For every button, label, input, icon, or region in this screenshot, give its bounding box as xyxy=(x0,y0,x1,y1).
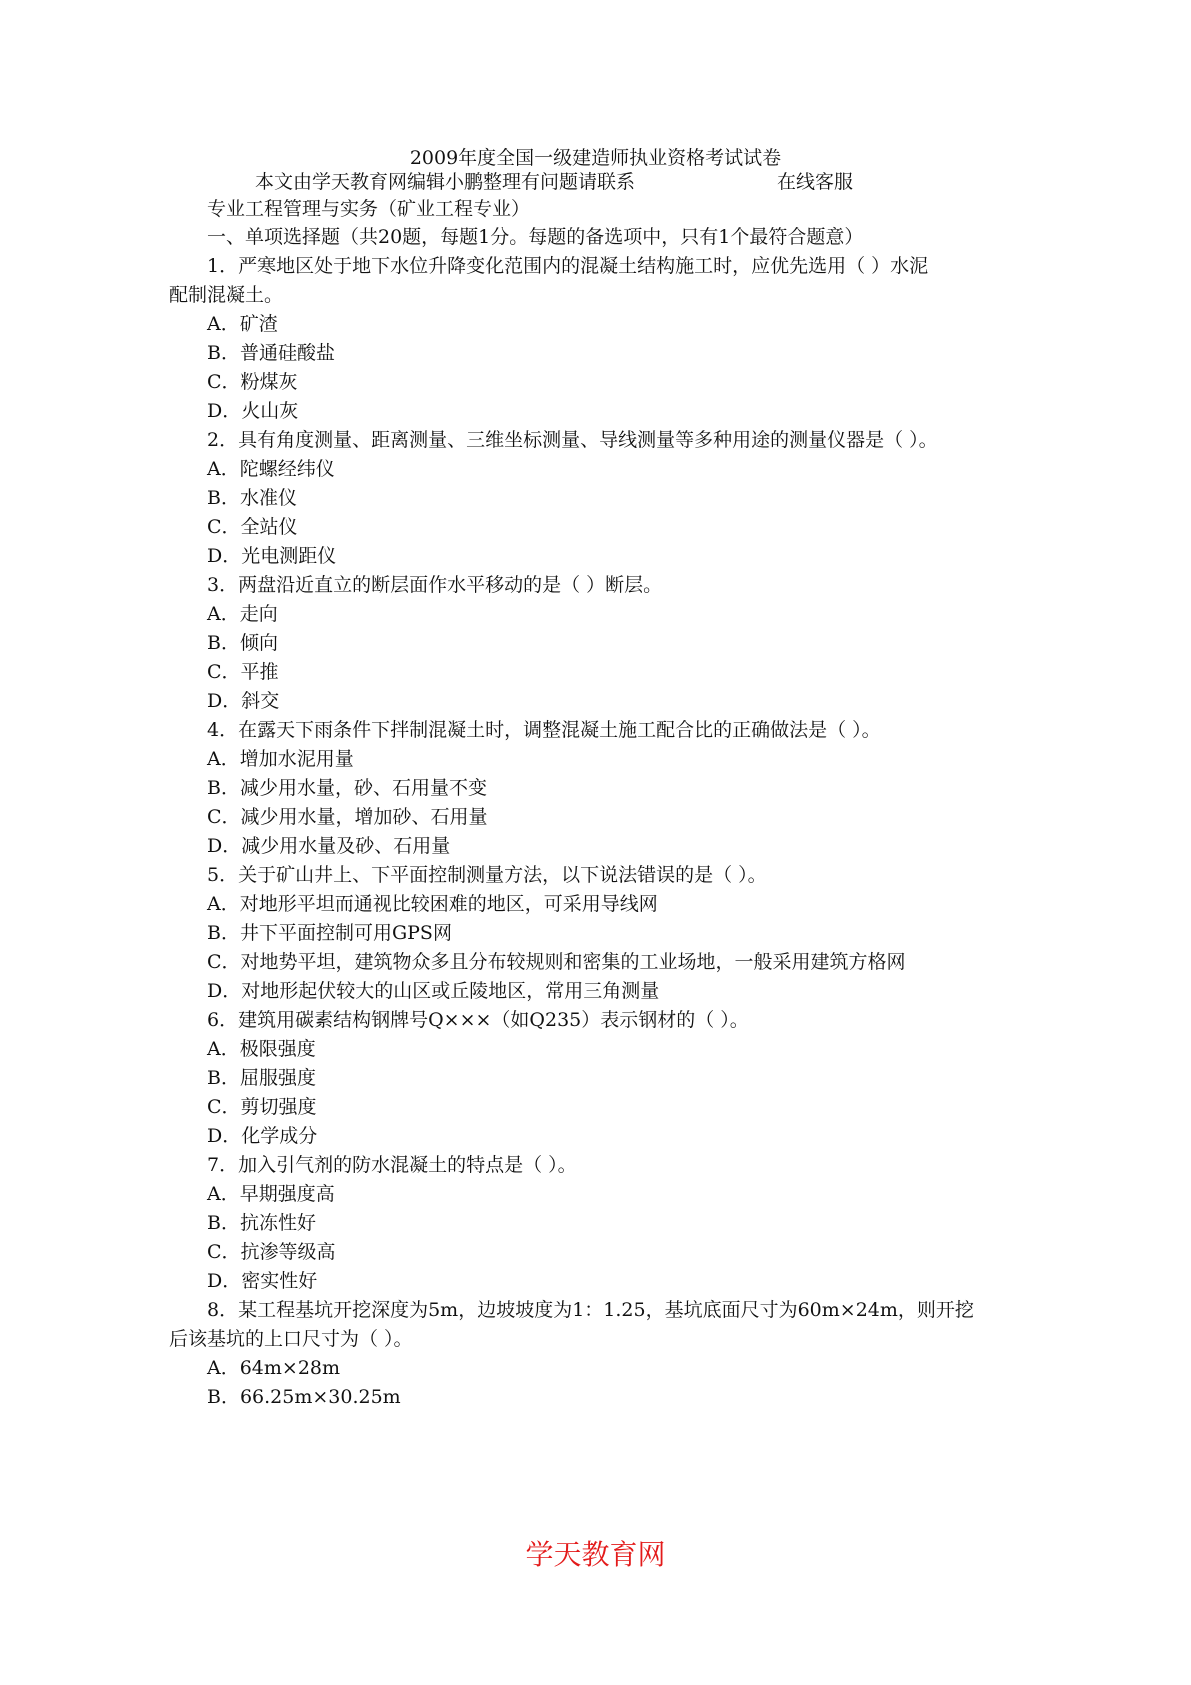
subject-heading: 专业工程管理与实务（矿业工程专业） xyxy=(207,198,531,220)
answer-option: D．减少用水量及砂、石用量 xyxy=(207,835,451,857)
answer-option: B．井下平面控制可用GPS网 xyxy=(207,922,452,944)
answer-option: D．火山灰 xyxy=(207,400,299,422)
answer-option: C．全站仪 xyxy=(207,516,298,538)
online-service-link[interactable]: 在线客服 xyxy=(777,171,854,193)
question-stem: 6．建筑用碳素结构钢牌号Q×××（如Q235）表示钢材的（ ）。 xyxy=(207,1009,749,1031)
section-heading: 一、单项选择题（共20题，每题1分。每题的备选项中，只有1个最符合题意） xyxy=(207,226,864,248)
answer-option: B．水准仪 xyxy=(207,487,297,509)
question-stem: 3．两盘沿近直立的断层面作水平移动的是（ ）断层。 xyxy=(207,574,663,596)
answer-option: A．走向 xyxy=(207,603,278,625)
answer-option: C．剪切强度 xyxy=(207,1096,317,1118)
answer-option: B．66.25m×30.25m xyxy=(207,1386,401,1408)
answer-option: D．密实性好 xyxy=(207,1270,318,1292)
answer-option: C．抗渗等级高 xyxy=(207,1241,336,1263)
answer-option: D．化学成分 xyxy=(207,1125,318,1147)
answer-option: D．对地形起伏较大的山区或丘陵地区，常用三角测量 xyxy=(207,980,660,1002)
answer-option: D．光电测距仪 xyxy=(207,545,337,567)
answer-option: A．早期强度高 xyxy=(207,1183,335,1205)
question-stem: 5．关于矿山井上、下平面控制测量方法，以下说法错误的是（ ）。 xyxy=(207,864,767,886)
answer-option: C．平推 xyxy=(207,661,279,683)
answer-option: A．增加水泥用量 xyxy=(207,748,354,770)
answer-option: C．对地势平坦，建筑物众多且分布较规则和密集的工业场地，一般采用建筑方格网 xyxy=(207,951,906,973)
question-stem: 1．严寒地区处于地下水位升降变化范围内的混凝土结构施工时，应优先选用（ ）水泥 xyxy=(207,255,929,277)
answer-option: B．抗冻性好 xyxy=(207,1212,316,1234)
question-stem-continued: 配制混凝土。 xyxy=(169,284,284,306)
question-stem: 2．具有角度测量、距离测量、三维坐标测量、导线测量等多种用途的测量仪器是（ ）。 xyxy=(207,429,938,451)
answer-option: A．极限强度 xyxy=(207,1038,316,1060)
answer-option: D．斜交 xyxy=(207,690,280,712)
answer-option: A．陀螺经纬仪 xyxy=(207,458,335,480)
question-stem-continued: 后该基坑的上口尺寸为（ ）。 xyxy=(169,1328,413,1350)
answer-option: C．粉煤灰 xyxy=(207,371,298,393)
title: 2009年度全国一级建造师执业资格考试试卷 xyxy=(409,147,782,169)
answer-option: C．减少用水量，增加砂、石用量 xyxy=(207,806,488,828)
footer-brand: 学天教育网 xyxy=(525,1538,666,1571)
answer-option: B．减少用水量，砂、石用量不变 xyxy=(207,777,487,799)
answer-option: A．矿渣 xyxy=(207,313,278,335)
answer-option: B．屈服强度 xyxy=(207,1067,316,1089)
question-stem: 4．在露天下雨条件下拌制混凝土时，调整混凝土施工配合比的正确做法是（ ）。 xyxy=(207,719,881,741)
question-stem: 7．加入引气剂的防水混凝土的特点是（ ）。 xyxy=(207,1154,577,1176)
editor-note: 本文由学天教育网编辑小鹏整理有问题请联系 xyxy=(255,171,636,193)
answer-option: A．64m×28m xyxy=(207,1357,341,1379)
answer-option: B．普通硅酸盐 xyxy=(207,342,335,364)
question-stem: 8．某工程基坑开挖深度为5m，边坡坡度为1：1.25，基坑底面尺寸为60m×24m，则开挖 xyxy=(207,1299,974,1321)
answer-option: A．对地形平坦而通视比较困难的地区，可采用导线网 xyxy=(207,893,658,915)
answer-option: B．倾向 xyxy=(207,632,278,654)
